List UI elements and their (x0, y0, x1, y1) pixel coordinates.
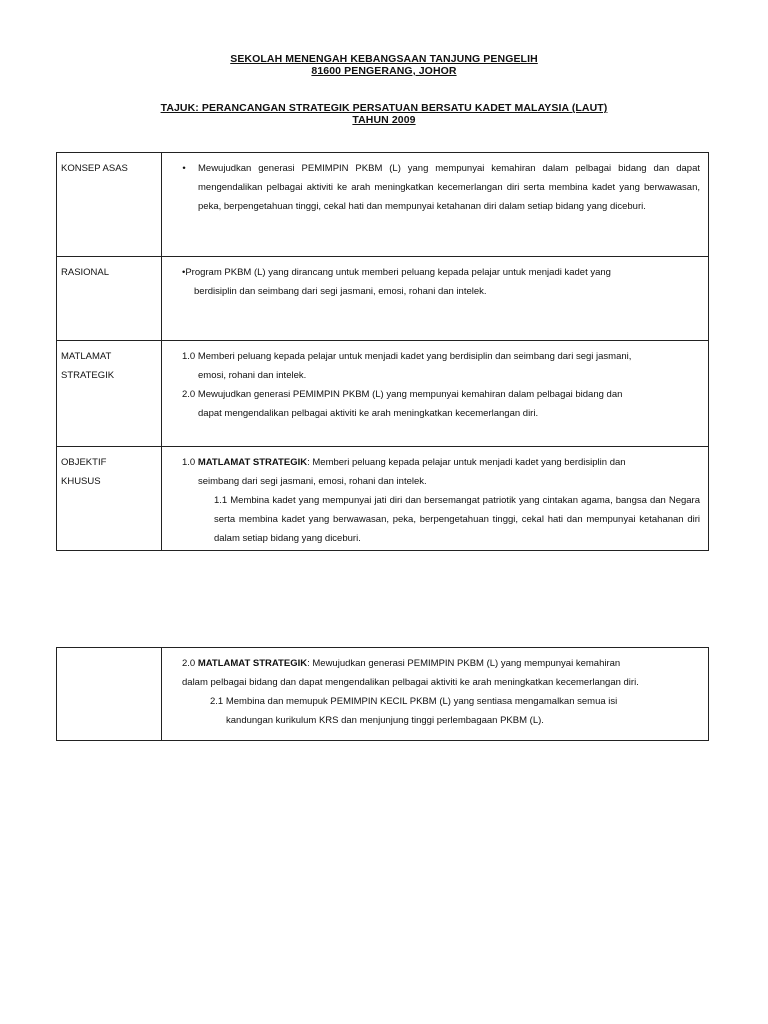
school-address: 81600 PENGERANG, JOHOR (311, 65, 457, 77)
label-objektif-khusus (57, 447, 162, 551)
content-konsep-asas (162, 153, 709, 257)
objektif-bold-label: MATLAMAT STRATEGIK (197, 457, 308, 468)
label-rasional (57, 257, 162, 341)
matlamat-item: 1.0 Memberi peluang kepada pelajar untuk menjadi kadet yang berdisiplin dan seimbang dari segi jasmani, (182, 351, 632, 362)
table2-number: 2.0 (182, 658, 198, 669)
content-rasional (162, 257, 709, 341)
table2-rest: : Mewujudkan generasi PEMIMPIN PKBM (L) yang mempunyai kemahiran (307, 658, 621, 669)
row-matlamat-2 (57, 648, 709, 741)
objektif-heading (170, 453, 700, 472)
objektif-rest: : Memberi peluang kepada pelajar untuk menjadi kadet yang berdisiplin dan (307, 457, 626, 468)
label-matlamat-strategik (57, 341, 162, 447)
label-text: KONSEP ASAS (61, 163, 128, 174)
label-text: STRATEGIK (61, 370, 115, 381)
document-title: TAJUK: PERANCANGAN STRATEGIK PERSATUAN BERSATU KADET MALAYSIA (LAUT) (160, 102, 608, 114)
strategic-plan-table (56, 152, 709, 551)
table2-bold-label: MATLAMAT STRATEGIK (197, 658, 308, 669)
label-empty (57, 648, 162, 741)
label-text: KHUSUS (61, 476, 101, 487)
bullet-icon: • (182, 163, 186, 174)
row-konsep-asas (57, 153, 709, 257)
label-text: MATLAMAT (61, 351, 112, 362)
matlamat-item: dapat mengendalikan pelbagai aktiviti ke arah meningkatkan kecemerlangan diri. (198, 408, 539, 419)
rasional-line: •Program PKBM (L) yang dirancang untuk memberi peluang kepada pelajar untuk menjadi kadet yang (182, 267, 611, 278)
strategic-plan-table-2 (56, 647, 709, 741)
school-name: SEKOLAH MENENGAH KEBANGSAAN TANJUNG PENGELIH (230, 53, 538, 65)
row-matlamat-strategik (57, 341, 709, 447)
matlamat-item: 2.0 Mewujudkan generasi PEMIMPIN PKBM (L) yang mempunyai kemahiran dalam pelbagai bidang dan (182, 389, 623, 400)
objektif-subitem: 1.1 Membina kadet yang mempunyai jati diri dan bersemangat patriotik yang cintakan agama, bangsa dan Negara serta membina kadet yang berwawasan, peka, berpengetahuan tinggi, cekal hati dan mempunyai ketahanan diri dalam setiap bidang yang diceburi. (214, 495, 700, 544)
content-matlamat-2 (162, 648, 709, 741)
row-objektif-khusus (57, 447, 709, 551)
document-year: TAHUN 2009 (352, 114, 416, 126)
matlamat-item: emosi, rohani dan intelek. (198, 370, 307, 381)
objektif-number: 1.0 (182, 457, 198, 468)
konsep-text: Mewujudkan generasi PEMIMPIN PKBM (L) yang mempunyai kemahiran dalam pelbagai bidang dan dapat mengendalikan pelbagai aktiviti ke arah meningkatkan kecemerlangan diri serta membina kadet yang berwawasan, peka, berpengetahuan tinggi, cekal hati dan mempunyai ketahanan diri dalam setiap bidang yang diceburi. (198, 163, 700, 212)
table2-line: dalam pelbagai bidang dan dapat mengendalikan pelbagai aktiviti ke arah meningkatkan kecemerlangan diri. (182, 677, 639, 688)
row-rasional (57, 257, 709, 341)
table2-subitem: kandungan kurikulum KRS dan menjunjung tinggi perlembagaan PKBM (L). (226, 715, 544, 726)
content-matlamat-strategik (162, 341, 709, 447)
table2-heading (170, 654, 700, 673)
label-text: OBJEKTIF (61, 457, 107, 468)
objektif-line: seimbang dari segi jasmani, emosi, rohani dan intelek. (198, 476, 427, 487)
rasional-line: berdisiplin dan seimbang dari segi jasmani, emosi, rohani dan intelek. (194, 286, 487, 297)
label-konsep-asas (57, 153, 162, 257)
table2-subitem: 2.1 Membina dan memupuk PEMIMPIN KECIL PKBM (L) yang sentiasa mengamalkan semua isi (210, 696, 618, 707)
label-text: RASIONAL (61, 267, 110, 278)
content-objektif-khusus (162, 447, 709, 551)
